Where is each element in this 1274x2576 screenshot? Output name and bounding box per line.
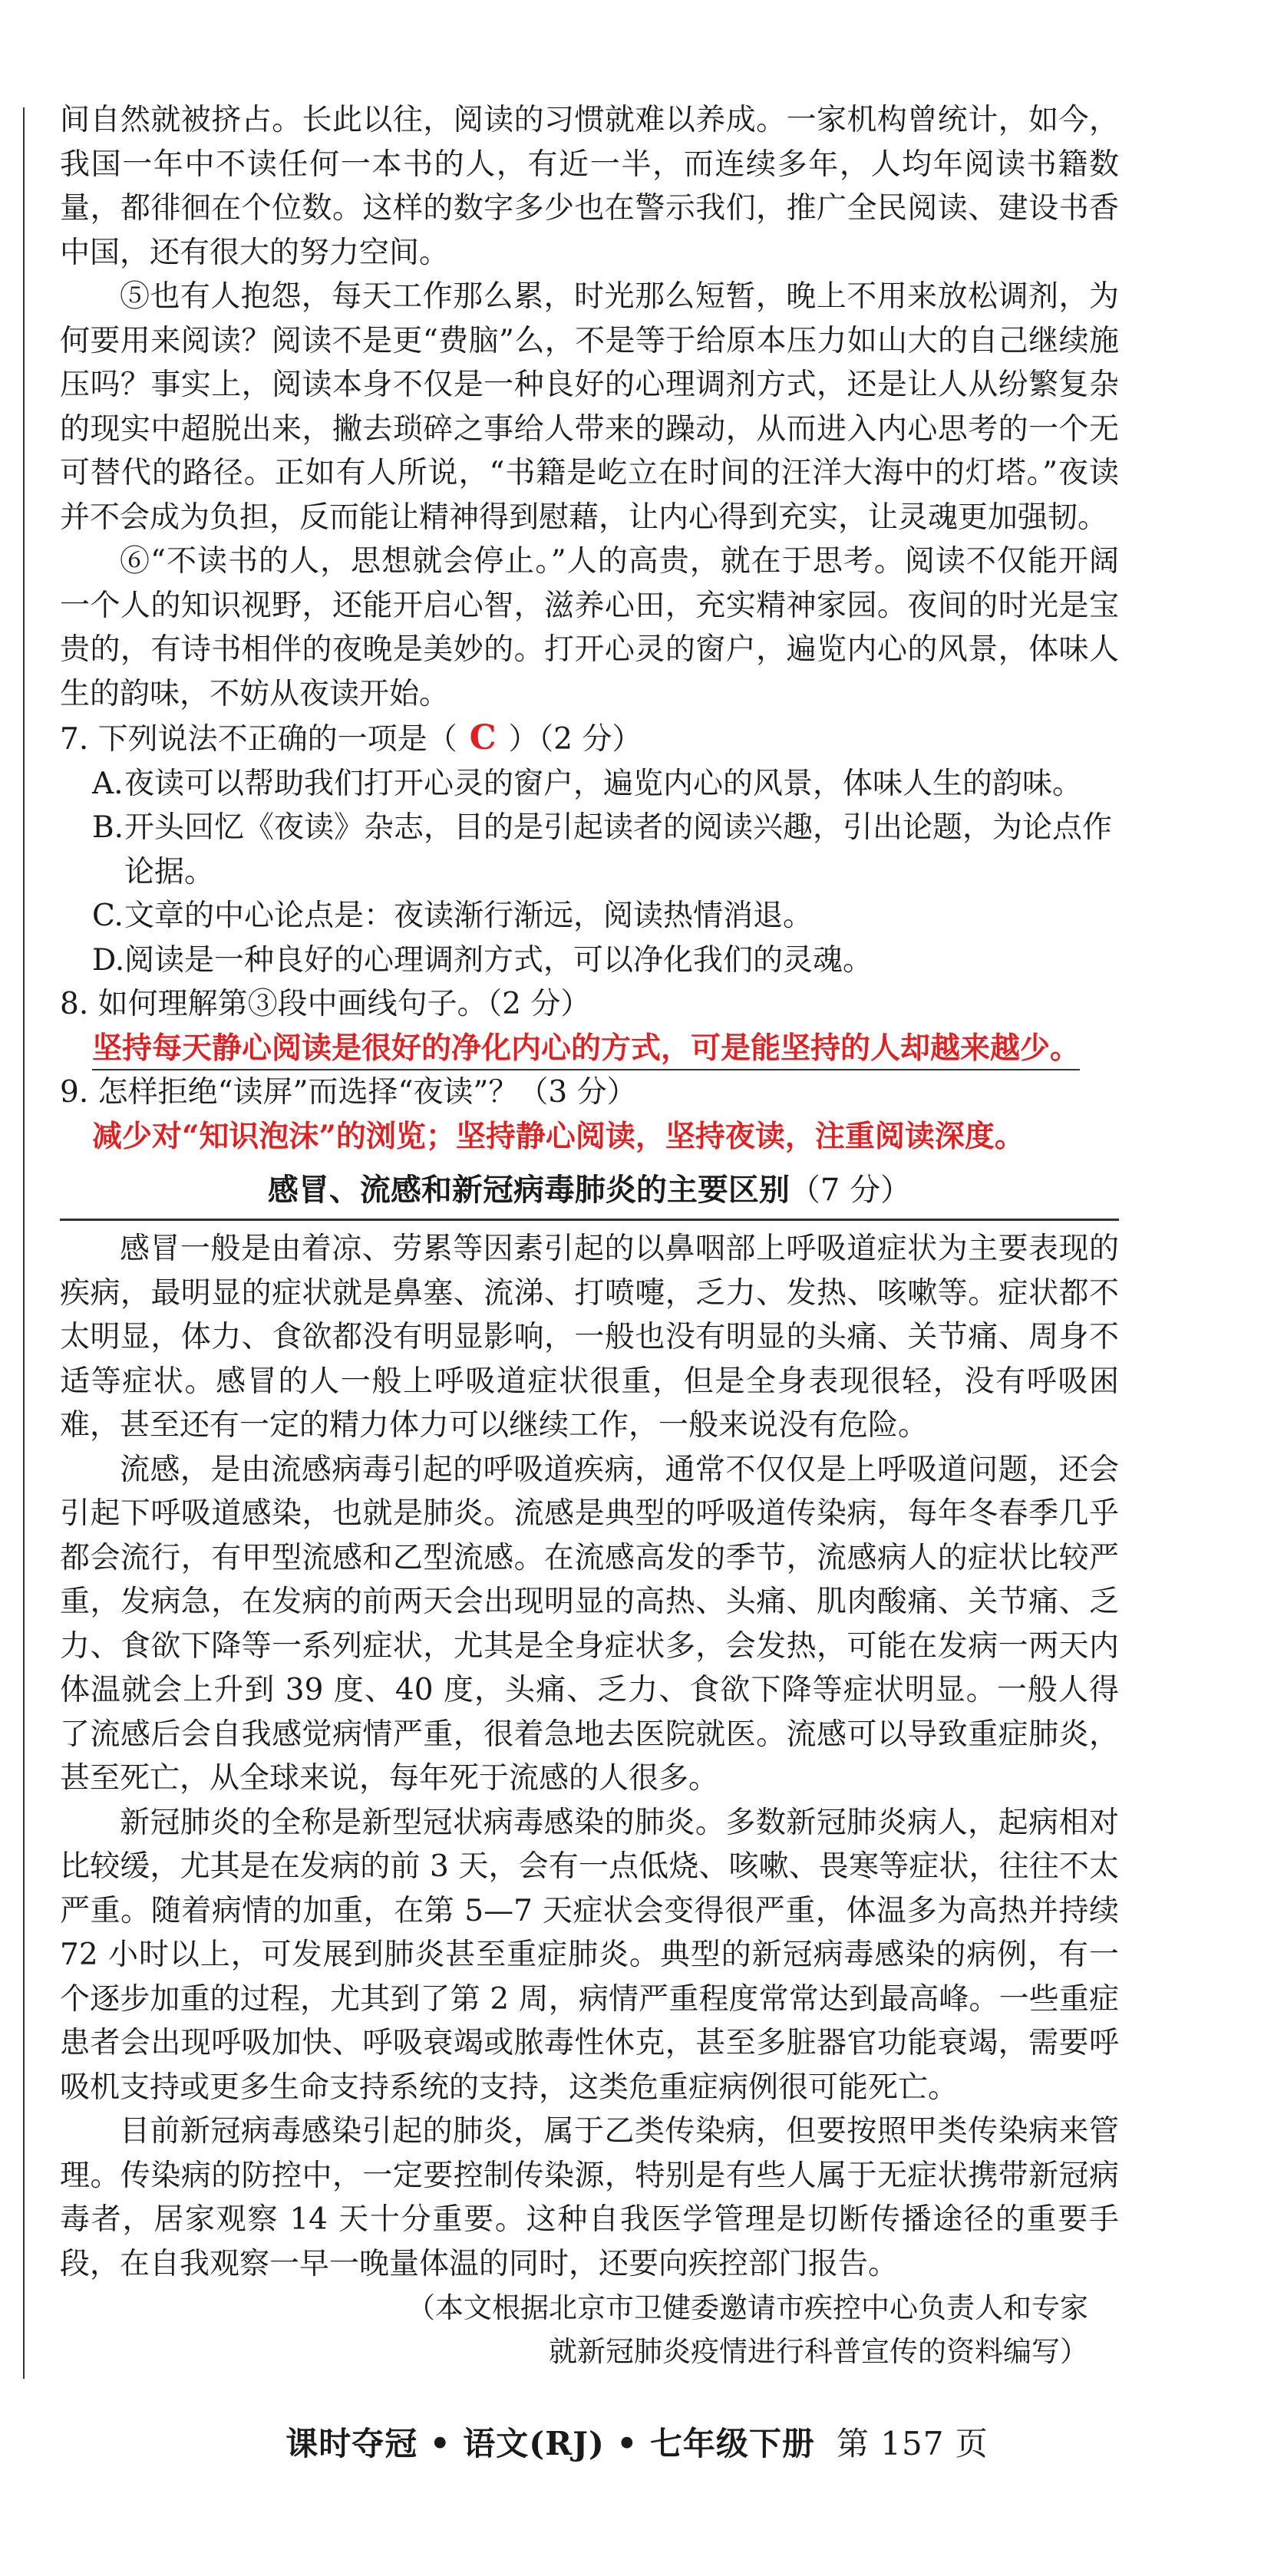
option-d: D.阅读是一种良好的心理调剂方式，可以净化我们的灵魂。 — [92, 942, 873, 978]
passage1-paragraph-5: ⑤也有人抱怨，每天工作那么累，时光那么短暂，晚上不用来放松调剂，为何要用来阅读？阅读不是更“费脑”么，不是等于给原本压力如山大的自己继续施压吗？事实上，阅读本身不仅是一种良好的心理调剂方式，还是让人从纷繁复杂的现实中超脱出来，撇去琐碎之事给人带来的躁动，从而进入内心思考的一个无可替代的路径。正如有人所说，“书籍是屹立在时间的汪洋大海中的灯塔。”夜读并不会成为负担，反而能让精神得到慰藉，让内心得到充实，让灵魂更加强韧。 — [60, 279, 1119, 535]
passage2-paragraph-1: 感冒一般是由着凉、劳累等因素引起的以鼻咽部上呼吸道症状为主要表现的疾病，最明显的症状就是鼻塞、流涕、打喷嚏，乏力、发热、咳嗽等。症状都不太明显，体力、食欲都没有明显影响，一般也没有明显的头痛、关节痛、周身不适等症状。感冒的人一般上呼吸道症状很重，但是全身表现很轻，没有呼吸困难，甚至还有一定的精力体力可以继续工作，一般来说没有危险。 — [60, 1232, 1119, 1443]
page-content — [60, 98, 1119, 2373]
footer-book-title: 课时夺冠 • 语文(RJ) • 七年级下册 — [285, 2425, 815, 2462]
question-8 — [60, 982, 1119, 1070]
question-9-answer: 减少对“知识泡沫”的浏览；坚持静心阅读，坚持夜读，注重阅读深度。 — [92, 1118, 1025, 1154]
passage1-paragraph-continued: 间自然就被挤占。长此以往，阅读的习惯就难以养成。一家机构曾统计，如今，我国一年中不读任何一本书的人，有近一半，而连续多年，人均年阅读书籍数量，都徘徊在个位数。这样的数字多少也在警示我们，推广全民阅读、建设书香中国，还有很大的努力空间。 — [60, 103, 1119, 270]
question-7 — [60, 716, 1119, 982]
question-7-stem: 7. 下列说法不正确的一项是（ C ）（2 分） — [60, 718, 642, 757]
passage2-score: （7 分） — [789, 1173, 912, 1208]
question-7-answer: C — [469, 718, 497, 757]
footer-page-number: 第 157 页 — [836, 2425, 989, 2462]
source-note-line-1: （本文根据北京市卫健委邀请市疾控中心负责人和专家 — [407, 2291, 1088, 2324]
page-footer — [0, 2419, 1274, 2465]
question-8-stem: 8. 如何理解第③段中画线句子。（2 分） — [60, 987, 591, 1021]
question-9 — [60, 1070, 1119, 1159]
passage2-paragraph-3: 新冠肺炎的全称是新型冠状病毒感染的肺炎。多数新冠肺炎病人，起病相对比较缓，尤其是在发病的前 3 天，会有一点低烧、咳嗽、畏寒等症状，往往不太严重。随着病情的加重，在第 5—7 天症状会变得很严重，体温多为高热并持续 72 小时以上，可发展到肺炎甚至重症肺炎。典型的新冠病毒感染的病例，有一个逐步加重的过程，尤其到了第 2 周，病情严重程度常常达到最高峰。一些重症患者会出现呼吸加快、呼吸衰竭或脓毒性休克，甚至多脏器官功能衰竭，需要呼吸机支持或更多生命支持系统的支持，这类危重症病例很可能死亡。 — [60, 1805, 1119, 2105]
passage1-paragraph-6: ⑥“不读书的人，思想就会停止。”人的高贵，就在于思考。阅读不仅能开阔一个人的知识视野，还能开启心智，滋养心田，充实精神家园。夜间的时光是宝贵的，有诗书相伴的夜晚是美妙的。打开心灵的窗户，遍览内心的风景，体味人生的韵味，不妨从夜读开始。 — [60, 544, 1119, 711]
option-b: B.开头回忆《夜读》杂志，目的是引起读者的阅读兴趣，引出论题，为论点作论据。 — [92, 810, 1113, 889]
passage2-title: 感冒、流感和新冠病毒肺炎的主要区别（7 分） — [60, 1163, 1119, 1221]
passage2-paragraph-2: 流感，是由流感病毒引起的呼吸道疾病，通常不仅仅是上呼吸道问题，还会引起下呼吸道感染，也就是肺炎。流感是典型的呼吸道传染病，每年冬春季几乎都会流行，有甲型流感和乙型流感。在流感高发的季节，流感病人的症状比较严重，发病急，在发病的前两天会出现明显的高热、头痛、肌肉酸痛、关节痛、乏力、食欲下降等一系列症状，尤其是全身症状多，会发热，可能在发病一两天内体温就会上升到 39 度、40 度，头痛、乏力、食欲下降等症状明显。一般人得了流感后会自我感觉病情严重，很着急地去医院就医。流感可以导致重症肺炎，甚至死亡，从全球来说，每年死于流感的人很多。 — [60, 1452, 1119, 1796]
question-8-answer: 坚持每天静心阅读是很好的净化内心的方式，可是能坚持的人却越来越少。 — [60, 1027, 1119, 1071]
option-a: A.夜读可以帮助我们打开心灵的窗户，遍览内心的风景，体味人生的韵味。 — [92, 766, 1083, 801]
source-note-line-2: 就新冠肺炎疫情进行科普宣传的资料编写） — [549, 2335, 1088, 2368]
passage2-paragraph-4: 目前新冠病毒感染引起的肺炎，属于乙类传染病，但要按照甲类传染病来管理。传染病的防控中，一定要控制传染源，特别是有些人属于无症状携带新冠病毒者，居家观察 14 天十分重要。这种自我医学管理是切断传播途径的重要手段，在自我观察一早一晚量体温的同时，还要向疾控部门报告。 — [60, 2114, 1119, 2281]
question-9-stem: 9. 怎样拒绝“读屏”而选择“夜读”？（3 分） — [60, 1075, 637, 1110]
option-c: C.文章的中心论点是：夜读渐行渐远，阅读热情消退。 — [92, 899, 814, 933]
left-margin-rule — [23, 107, 25, 2379]
